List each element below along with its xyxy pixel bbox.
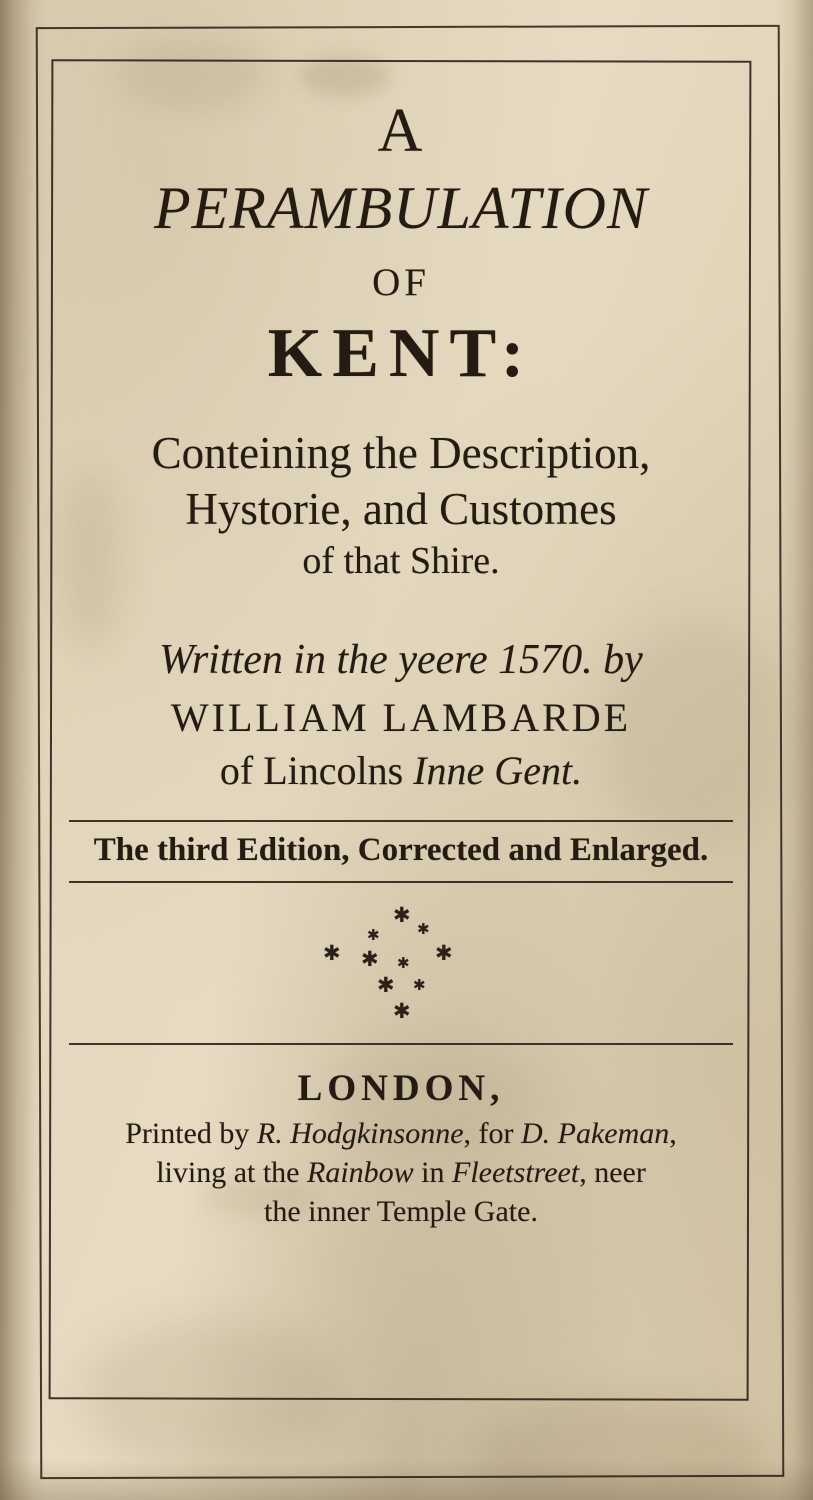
ornament-star: ✱ xyxy=(413,978,426,995)
ornament-star: ✱ xyxy=(361,947,379,972)
imprint-in: in xyxy=(413,1156,453,1190)
author-name: WILLIAM LAMBARDE xyxy=(170,695,632,741)
edition-statement: The third Edition, Corrected and Enlarged. xyxy=(93,832,709,869)
ornament-star: ✱ xyxy=(397,956,410,973)
affiliation-italic: Inne Gent. xyxy=(413,748,583,794)
imprint-printed-by: Printed by xyxy=(125,1117,257,1151)
imprint-neer: , neer xyxy=(579,1156,646,1190)
title-description xyxy=(56,425,746,586)
imprint-bookseller: D. Pakeman xyxy=(521,1117,670,1151)
imprint-living-at: living at the xyxy=(156,1156,307,1190)
description-line-2: Hystorie, and Customes xyxy=(185,484,617,535)
imprint-line-2 xyxy=(56,1153,746,1192)
title-article: A xyxy=(377,97,425,165)
author-affiliation xyxy=(56,747,746,794)
rule-above-edition xyxy=(69,820,733,822)
imprint-for: , for xyxy=(463,1117,521,1151)
title-of: OF xyxy=(372,261,430,304)
ornament-star: ✱ xyxy=(393,999,411,1024)
imprint-comma: , xyxy=(669,1117,677,1151)
imprint-shop-sign: Rainbow xyxy=(307,1156,414,1190)
written-line: Written in the yeere 1570. by xyxy=(159,636,643,683)
description-line-1: Conteining the Description, xyxy=(151,427,651,478)
description-line-3: of that Shire. xyxy=(302,539,500,582)
ornament-star: ✱ xyxy=(393,903,411,928)
star-cluster-ornament xyxy=(301,899,501,1029)
title-subject: KENT: xyxy=(267,315,535,392)
imprint-line-1 xyxy=(56,1114,746,1153)
ornament-star: ✱ xyxy=(367,928,380,945)
affiliation-prefix: of Lincolns xyxy=(219,748,414,794)
imprint-street: Fleetstreet xyxy=(452,1156,580,1190)
ornament-star: ✱ xyxy=(377,973,395,998)
ornament-star: ✱ xyxy=(323,941,341,966)
ornament-star: ✱ xyxy=(435,941,453,966)
imprint-printer: R. Hodgkinsonne xyxy=(256,1117,464,1151)
imprint-place: LONDON, xyxy=(297,1068,505,1110)
imprint-line-3: the inner Temple Gate. xyxy=(264,1195,538,1229)
imprint-block xyxy=(56,1114,746,1231)
rule-below-edition xyxy=(69,881,733,883)
title-main: PERAMBULATION xyxy=(153,175,649,241)
title-type-block xyxy=(56,66,746,1396)
rule-above-imprint xyxy=(69,1043,733,1045)
ornament-star: ✱ xyxy=(417,922,430,939)
